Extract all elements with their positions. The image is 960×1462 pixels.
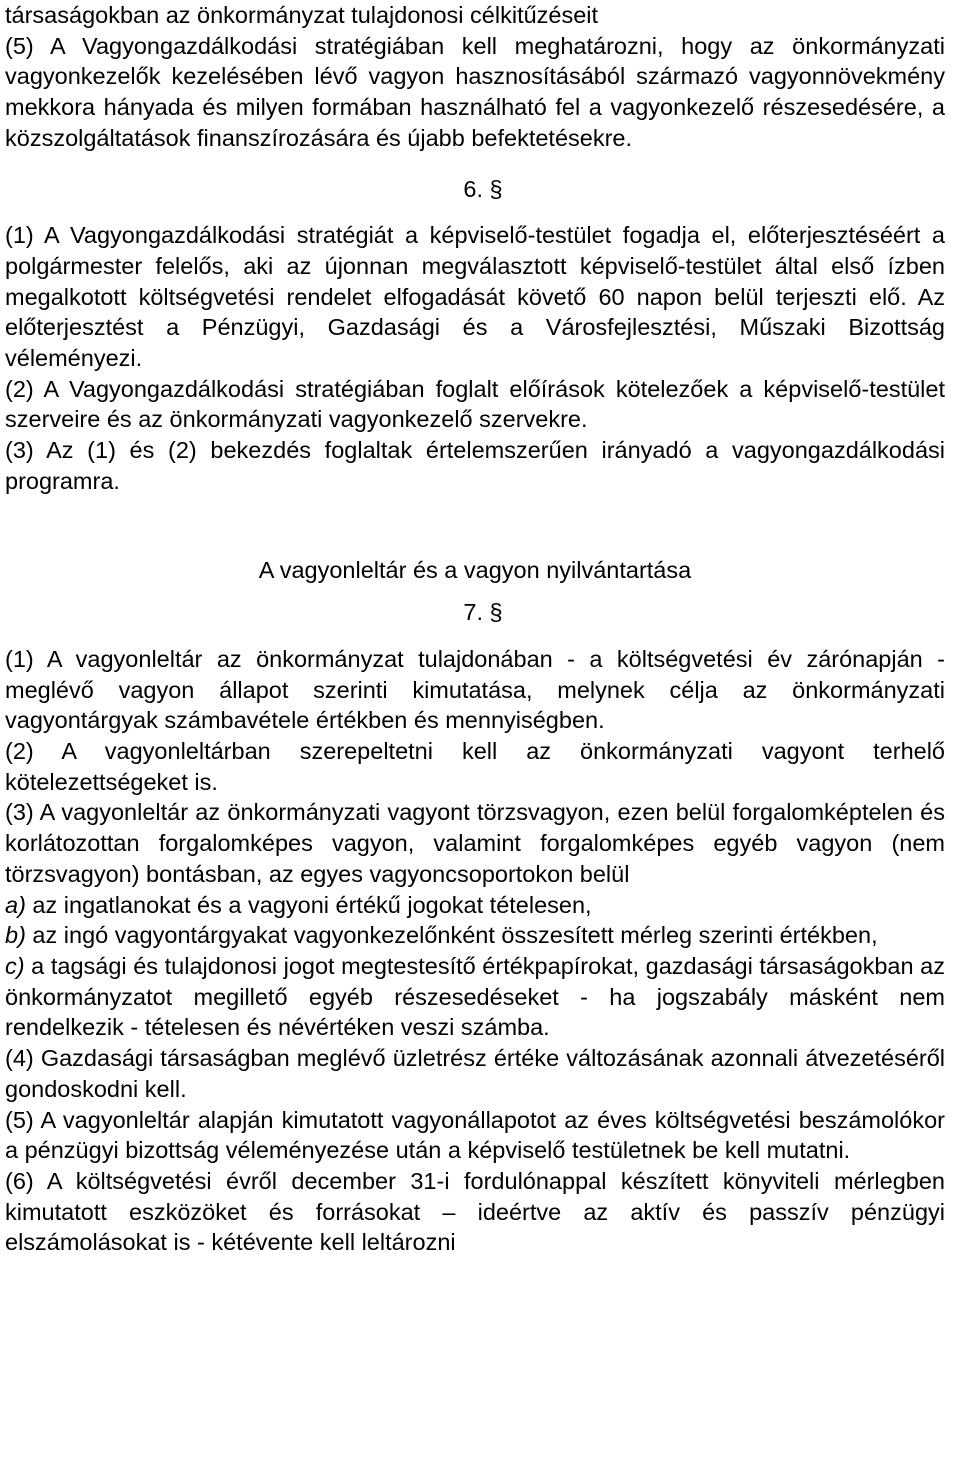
document-page bbox=[5, 0, 945, 1258]
list-item-c bbox=[5, 951, 945, 1043]
paragraph-7-1: (1) A vagyonleltár az önkormányzat tulajdonában - a költségvetési év zárónapján - meglévő vagyon állapot szerinti kimutatása, melynek célja az önkormányzati vagyontárgyak számbavétele értékben és mennyiségben. bbox=[5, 645, 945, 734]
spacer bbox=[5, 628, 945, 644]
paragraph-5-6-5: (5) A Vagyongazdálkodási stratégiában kell meghatározni, hogy az önkormányzati vagyonkezelők kezelésében lévő vagyon hasznosításából származó vagyonnövekmény mekkora hányada és milyen formában használható fel a vagyonkezelő részesedésére, a közszolgáltatások finanszírozására és újabb befektetésekre. bbox=[5, 32, 945, 151]
list-item-a bbox=[5, 890, 945, 921]
paragraph-intro-tail: társaságokban az önkormányzat tulajdonosi célkitűzéseit bbox=[5, 2, 599, 28]
paragraph-7-3: (3) A vagyonleltár az önkormányzati vagyont törzsvagyon, ezen belül forgalomképtelen és korlátozottan forgalomképes vagyon, valamint forgalomképes egyéb vagyon (nem törzsvagyon) bontásban, az egyes vagyoncsoportokon belül bbox=[5, 799, 945, 887]
list-item-b bbox=[5, 920, 945, 951]
section-number-6: 6. § bbox=[463, 175, 503, 202]
section-number-7: 7. § bbox=[463, 599, 503, 626]
list-item-c-text: a tagsági és tulajdonosi jogot megtestesítő értékpapírokat, gazdasági társaságokban az önkormányzatot megillető egyéb részesedéseket - ha jogszabály másként nem rendelkezik - tételesen és névértéken veszi számba. bbox=[5, 952, 945, 1041]
spacer bbox=[5, 154, 945, 174]
paragraph-6-2: (2) A Vagyongazdálkodási stratégiában foglalt előírások kötelezőek a képviselő-testület szerveire és az önkormányzati vagyonkezelő szervekre. bbox=[5, 375, 945, 433]
list-item-b-text: az ingó vagyontárgyakat vagyonkezelőnként összesített mérleg szerinti értékben, bbox=[25, 922, 878, 949]
spacer bbox=[5, 585, 945, 597]
spacer bbox=[5, 497, 945, 555]
spacer bbox=[5, 204, 945, 220]
paragraph-7-4: (4) Gazdasági társaságban meglévő üzletrész értéke változásának azonnali átvezetéséről gondoskodni kell. bbox=[5, 1045, 945, 1102]
paragraph-7-2: (2) A vagyonleltárban szerepeltetni kell az önkormányzati vagyont terhelő kötelezettségeket is. bbox=[5, 738, 945, 795]
paragraph-6-3: (3) Az (1) és (2) bekezdés foglaltak értelemszerűen irányadó a vagyongazdálkodási programra. bbox=[5, 437, 945, 494]
section-heading: A vagyonleltár és a vagyon nyilvántartása bbox=[258, 556, 692, 583]
list-item-a-label: a) bbox=[5, 891, 26, 918]
paragraph-7-5: (5) A vagyonleltár alapján kimutatott vagyonállapotot az éves költségvetési beszámolókor a pénzügyi bizottság véleményezése után a képviselő testületnek be kell mutatni. bbox=[5, 1106, 945, 1164]
paragraph-7-6: (6) A költségvetési évről december 31-i fordulónappal készített könyviteli mérlegben kimutatott eszközöket és forrásokat – ideértve az aktív és passzív pénzügyi elszámolásokat is - kétévente kell leltározni bbox=[5, 1167, 945, 1256]
paragraph-6-1: (1) A Vagyongazdálkodási stratégiát a képviselő-testület fogadja el, előterjesztéséért a polgármester felelős, aki az újonnan megválasztott képviselő-testület által első ízben megalkotott költségvetési rendelet elfogadását követő 60 napon belül terjeszti elő. Az előterjesztést a Pénzügyi, Gazdasági és a Városfejlesztési, Műszaki Bizottság véleményezi. bbox=[5, 222, 945, 372]
list-item-a-text: az ingatlanokat és a vagyoni értékű jogokat tételesen, bbox=[25, 891, 592, 918]
list-item-b-label: b) bbox=[5, 922, 26, 949]
list-item-c-label: c) bbox=[5, 952, 25, 979]
